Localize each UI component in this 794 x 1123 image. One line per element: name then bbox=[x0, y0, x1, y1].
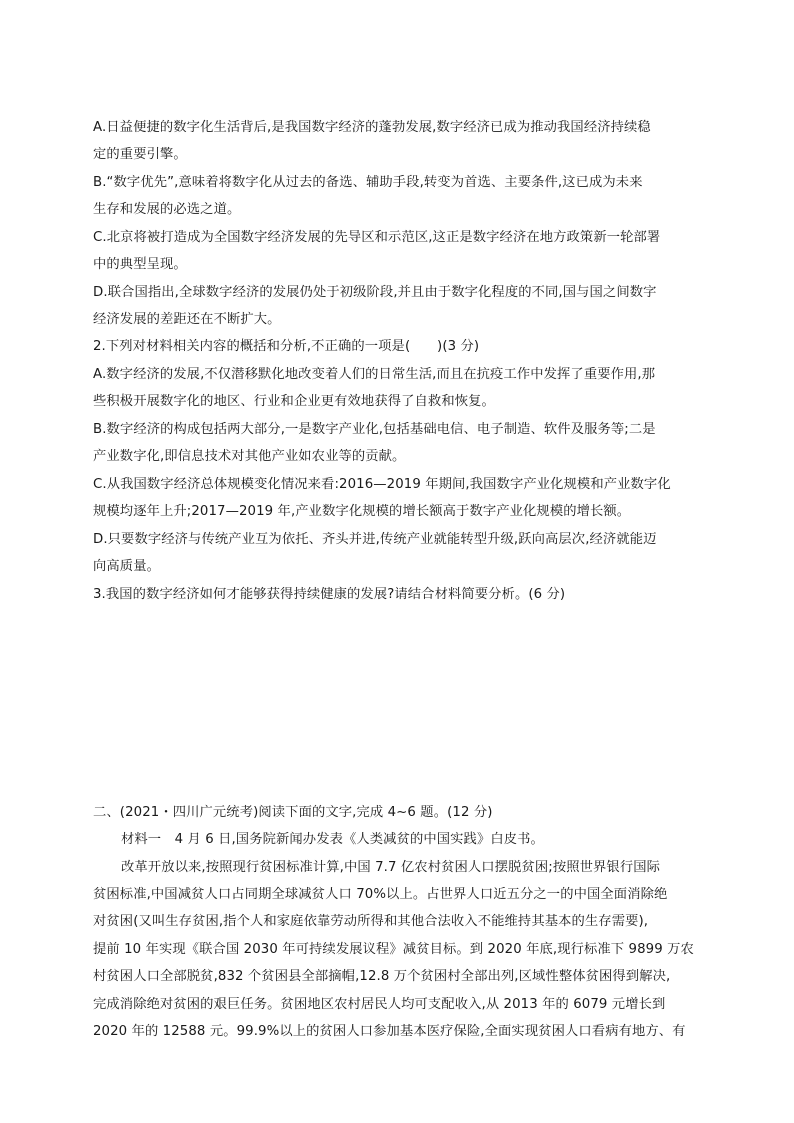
material1-paragraph-line6: 完成消除绝对贫困的艰巨任务。贫困地区农村居民人均可支配收入,从 2013 年的 6079 元增长到 bbox=[93, 997, 666, 1012]
q1-option-b-line2: 生存和发展的必选之道。 bbox=[93, 202, 241, 217]
q3-stem: 3.我国的数字经济如何才能够获得持续健康的发展?请结合材料简要分析。(6 分) bbox=[93, 587, 566, 602]
q2-stem: 2.下列对材料相关内容的概括和分析,不正确的一项是( )(3 分) bbox=[93, 339, 480, 354]
q2-option-c-line1: C.从我国数字经济总体规模变化情况来看:2016—2019 年期间,我国数字产业化规模和产业数字化 bbox=[93, 477, 671, 492]
q1-option-b-line1: B.“数字优先”,意味着将数字化从过去的备选、辅助手段,转变为首选、主要条件,这已成为未来 bbox=[93, 175, 643, 190]
q2-option-a-line1: A.数字经济的发展,不仅潜移默化地改变着人们的日常生活,而且在抗疫工作中发挥了重要作用,那 bbox=[93, 367, 656, 382]
q1-option-a-line1: A.日益便捷的数字化生活背后,是我国数字经济的蓬勃发展,数字经济已成为推动我国经济持续稳 bbox=[93, 120, 651, 135]
q1-option-c-line2: 中的典型呈现。 bbox=[93, 257, 187, 272]
material1-paragraph-line1: 改革开放以来,按照现行贫困标准计算,中国 7.7 亿农村贫困人口摆脱贫困;按照世界银行国际 bbox=[121, 860, 661, 875]
section2-heading: 二、(2021・四川广元统考)阅读下面的文字,完成 4~6 题。(12 分) bbox=[93, 805, 493, 820]
material1-intro: 材料一 4 月 6 日,国务院新闻办发表《人类减贫的中国实践》白皮书。 bbox=[121, 832, 544, 847]
q2-option-a-line2: 些积极开展数字化的地区、行业和企业更有效地获得了自救和恢复。 bbox=[93, 394, 495, 409]
q1-option-d-line2: 经济发展的差距还在不断扩大。 bbox=[93, 312, 281, 327]
material1-paragraph-line2: 贫困标准,中国减贫人口占同期全球减贫人口 70%以上。占世界人口近五分之一的中国全面消除绝 bbox=[93, 887, 668, 902]
material1-paragraph-line4: 提前 10 年实现《联合国 2030 年可持续发展议程》减贫目标。到 2020 年底,现行标准下 9899 万农 bbox=[93, 942, 694, 957]
q2-option-b-line2: 产业数字化,即信息技术对其他产业如农业等的贡献。 bbox=[93, 449, 406, 464]
q1-option-c-line1: C.北京将被打造成为全国数字经济发展的先导区和示范区,这正是数字经济在地方政策新一轮部署 bbox=[93, 230, 661, 245]
q2-option-d-line2: 向高质量。 bbox=[93, 559, 160, 574]
q2-option-b-line1: B.数字经济的构成包括两大部分,一是数字产业化,包括基础电信、电子制造、软件及服务等;二是 bbox=[93, 422, 656, 437]
material1-paragraph-line5: 村贫困人口全部脱贫,832 个贫困县全部摘帽,12.8 万个贫困村全部出列,区域性整体贫困得到解决, bbox=[93, 969, 671, 984]
material1-paragraph-line3: 对贫困(又叫生存贫困,指个人和家庭依靠劳动所得和其他合法收入不能维持其基本的生存需要), bbox=[93, 914, 649, 929]
q2-option-d-line1: D.只要数字经济与传统产业互为依托、齐头并进,传统产业就能转型升级,跃向高层次,经济就能迈 bbox=[93, 532, 657, 547]
q2-option-c-line2: 规模均逐年上升;2017—2019 年,产业数字化规模的增长额高于数字产业化规模的增长额。 bbox=[93, 504, 631, 519]
q1-option-a-line2: 定的重要引擎。 bbox=[93, 147, 187, 162]
material1-paragraph-line7: 2020 年的 12588 元。99.9%以上的贫困人口参加基本医疗保险,全面实现贫困人口看病有地方、有 bbox=[93, 1024, 686, 1039]
q1-option-d-line1: D.联合国指出,全球数字经济的发展仍处于初级阶段,并且由于数字化程度的不同,国与国之间数字 bbox=[93, 285, 657, 300]
